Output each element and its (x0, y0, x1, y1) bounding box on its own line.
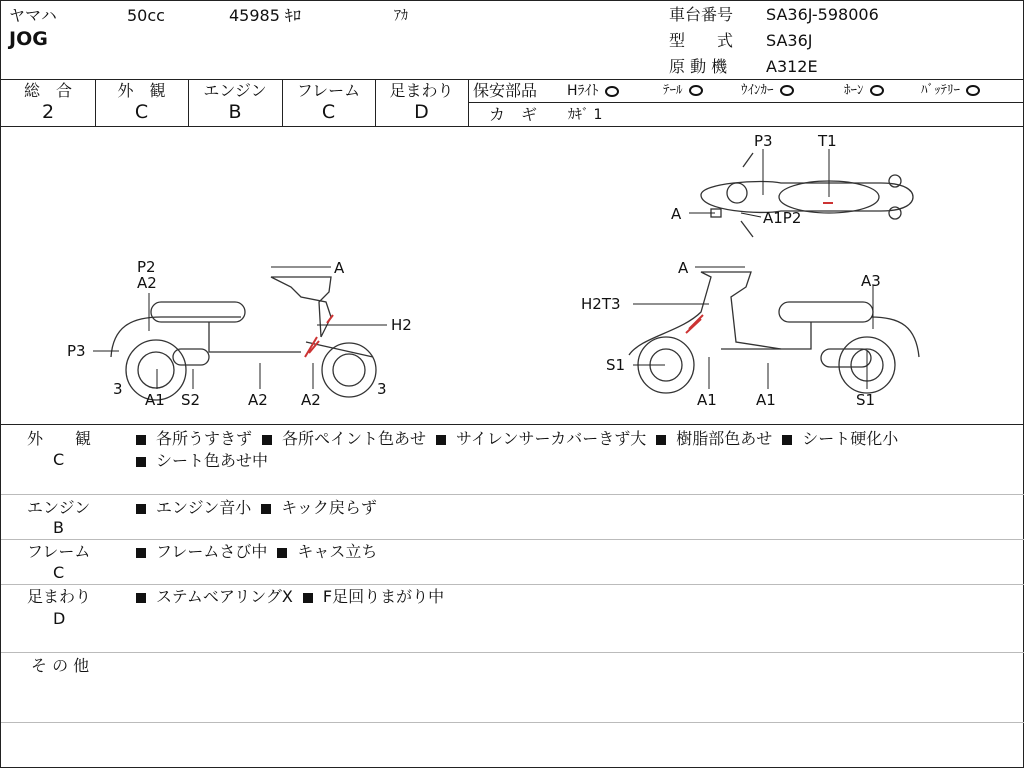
diagram-label: H2T3 (581, 295, 621, 313)
diagram-label: A2 (137, 274, 157, 292)
defect-item: キャス立ち (277, 541, 377, 563)
type-value: SA36J (766, 31, 813, 50)
damage-diagram (1, 127, 1023, 423)
diagram-label: A1P2 (763, 209, 802, 227)
defect-item: 各所ペイント色あせ (262, 428, 426, 450)
engine-model-label: 原 動 機 (669, 57, 728, 76)
exterior-label: 外 観 (117, 81, 166, 100)
notes-suspension-label: 足まわり (27, 587, 92, 606)
suspension-label: 足まわり (389, 81, 454, 100)
notes-suspension-grade: D (53, 609, 66, 628)
diagram-label: S1 (606, 356, 626, 374)
leader-lines (93, 149, 873, 389)
damage-marks (305, 203, 833, 357)
frame-no-label: 車台番号 (669, 5, 734, 24)
divider (468, 102, 1024, 103)
divider (1, 539, 1024, 540)
ok-circle-icon (689, 85, 703, 96)
exterior-defects-2 (136, 450, 278, 472)
frame-no-value: SA36J-598006 (766, 5, 879, 24)
defect-item: フレームさび中 (136, 541, 267, 563)
defect-item: シート硬化小 (782, 428, 898, 450)
divider (1, 584, 1024, 585)
diagram-label: 3 (377, 380, 387, 398)
overall-grade: 2 (41, 101, 55, 123)
color: ｱｶ (394, 8, 408, 24)
ok-circle-icon (870, 85, 884, 96)
divider (1, 722, 1024, 723)
diagram-label: P3 (754, 132, 773, 150)
safety-parts-label: 保安部品 (473, 81, 538, 100)
diagram-label: A1 (756, 391, 776, 409)
model-name: JOG (9, 28, 48, 50)
type-label: 型 式 (669, 31, 734, 50)
engine-grade: B (228, 101, 242, 123)
key-value: ｶｷﾞ 1 (568, 107, 603, 123)
right-side-scooter (629, 272, 919, 393)
overall-label: 総 合 (23, 81, 72, 100)
notes-engine-grade: B (53, 518, 64, 537)
defect-item: キック戻らず (261, 497, 377, 519)
diagram-label: P2 (137, 258, 156, 276)
safety-battery: ﾊﾞｯﾃﾘｰ (921, 81, 980, 101)
diagram-label: P3 (67, 342, 86, 360)
notes-exterior-label: 外 観 (27, 429, 92, 448)
frame-defects (136, 541, 387, 563)
defect-item: 樹脂部色あせ (656, 428, 772, 450)
exterior-defects (136, 428, 898, 450)
defect-item: サイレンサーカバーきず大 (436, 428, 646, 450)
diagram-label: A2 (248, 391, 268, 409)
diagram-label: A1 (145, 391, 165, 409)
ok-circle-icon (780, 85, 794, 96)
diagram-label: 3 (113, 380, 123, 398)
mileage: 45985 ｷﾛ (229, 6, 301, 25)
safety-horn: ﾎｰﾝ (844, 81, 884, 101)
divider (1, 79, 1024, 80)
defect-item: ステムベアリングX (136, 586, 293, 608)
notes-engine-label: エンジン (27, 498, 91, 517)
diagram-label: A (678, 259, 689, 277)
defect-item: エンジン音小 (136, 497, 251, 519)
displacement: 50cc (127, 6, 165, 25)
divider (1, 424, 1024, 425)
defect-item: シート色あせ中 (136, 450, 268, 472)
diagram-label: S2 (181, 391, 201, 409)
diagram-label: A (334, 259, 345, 277)
safety-headlight: Hﾗｲﾄ (567, 81, 619, 101)
suspension-defects (136, 586, 454, 608)
engine-model-value: A312E (766, 57, 818, 76)
diagram-label: A2 (301, 391, 321, 409)
notes-other-label: そ の 他 (31, 656, 90, 675)
left-side-scooter (111, 277, 376, 400)
diagram-label: T1 (818, 132, 837, 150)
engine-label: エンジン (203, 81, 267, 100)
defect-item: F足回りまがり中 (303, 586, 444, 608)
key-label: カ ギ (489, 105, 538, 124)
divider (1, 652, 1024, 653)
suspension-grade: D (414, 101, 429, 123)
engine-defects (136, 497, 387, 519)
top-view-scooter (701, 153, 913, 237)
defect-item: 各所うすきず (136, 428, 252, 450)
notes-frame-label: フレーム (27, 542, 91, 561)
maker: ヤマハ (9, 6, 57, 25)
diagram-label: A3 (861, 272, 881, 290)
safety-tail: ﾃｰﾙ (663, 81, 703, 101)
frame-label: フレーム (296, 81, 361, 100)
diagram-label: A1 (697, 391, 717, 409)
ok-circle-icon (605, 86, 619, 97)
exterior-grade: C (134, 101, 149, 123)
diagram-label: A (671, 205, 682, 223)
notes-exterior-grade: C (53, 450, 65, 469)
diagram-label: S1 (856, 391, 876, 409)
diagram-label: H2 (391, 316, 412, 334)
divider (468, 79, 469, 126)
ok-circle-icon (966, 85, 980, 96)
safety-winker: ｳｲﾝｶｰ (741, 81, 794, 101)
frame-grade: C (321, 101, 336, 123)
divider (1, 494, 1024, 495)
notes-frame-grade: C (53, 563, 65, 582)
